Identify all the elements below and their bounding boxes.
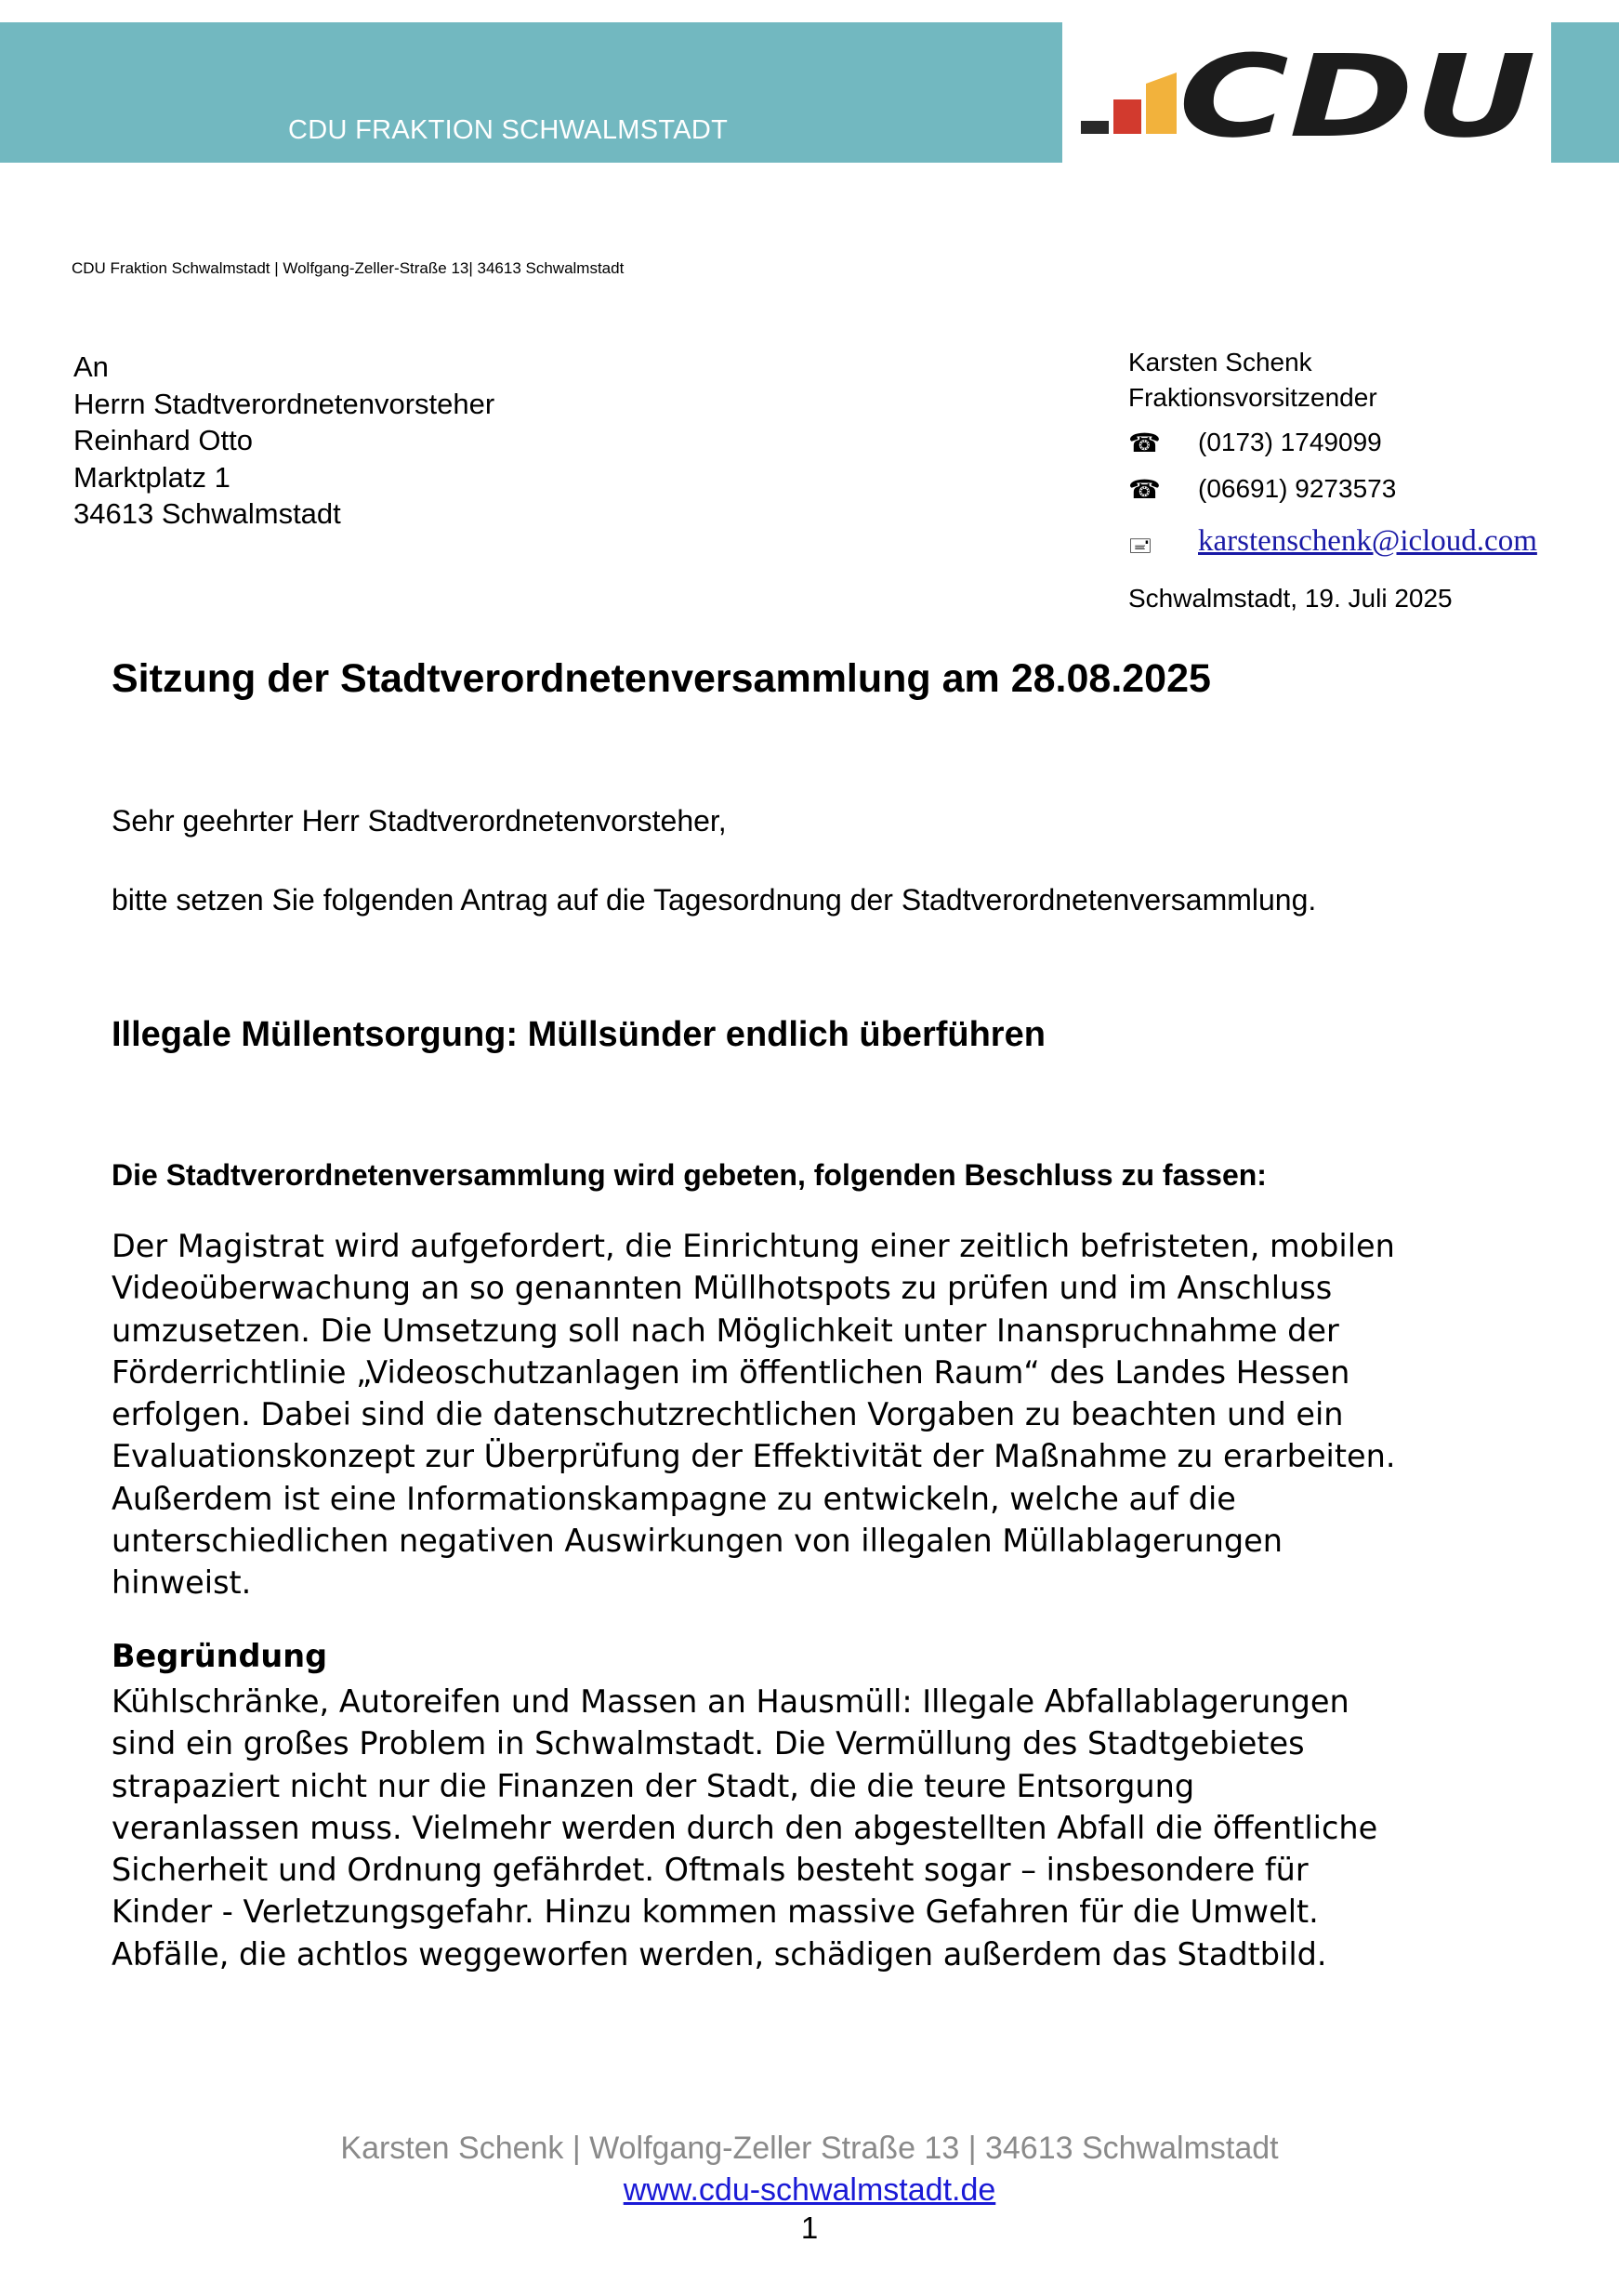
telephone-icon: ☎: [1128, 475, 1161, 504]
contact-mobile-row: [1128, 428, 1500, 459]
resolution-line: erfolgen. Dabei sind die datenschutzrechtlichen Vorgaben zu beachten und ein: [112, 1396, 1344, 1433]
resolution-line: Außerdem ist eine Informationskampagne zu entwickeln, welche auf die: [112, 1480, 1236, 1517]
recipient-line: Marktplatz 1: [73, 460, 230, 494]
reasoning-text: [112, 1681, 1543, 1975]
salutation: Sehr geehrter Herr Stadtverordnetenvorsteher,: [112, 804, 727, 838]
resolution-line: Videoüberwachung an so genannten Müllhotspots zu prüfen und im Anschluss: [112, 1270, 1333, 1307]
footer-address: Karsten Schenk | Wolfgang-Zeller Straße 13 | 34613 Schwalmstadt: [340, 2131, 1279, 2166]
footer-website-link: [0, 2172, 1619, 2209]
recipient-line: Herrn Stadtverordnetenvorsteher: [73, 387, 495, 420]
intro-paragraph: bitte setzen Sie folgenden Antrag auf die Tagesordnung der Stadtverordnetenversammlung.: [112, 883, 1317, 917]
recipient-line: 34613 Schwalmstadt: [73, 497, 341, 530]
resolution-line: hinweist.: [112, 1564, 252, 1602]
logo-bar-gold: [1146, 73, 1177, 134]
telephone-icon: ☎: [1128, 429, 1161, 457]
reasoning-line: sind ein großes Problem in Schwalmstadt. Die Vermüllung des Stadtgebietes: [112, 1725, 1305, 1762]
cdu-logo: [1078, 37, 1543, 149]
page-number: 1: [800, 2210, 819, 2245]
contact-email-row: [1128, 524, 1556, 561]
letter-date: Schwalmstadt, 19. Juli 2025: [1128, 584, 1453, 613]
envelope-icon: 🖃: [1128, 534, 1152, 557]
contact-role: Fraktionsvorsitzender: [1128, 383, 1377, 412]
resolution-heading: Die Stadtverordnetenversammlung wird gebeten, folgenden Beschluss zu fassen:: [112, 1158, 1267, 1192]
reasoning-line: strapaziert nicht nur die Finanzen der Stadt, die die teure Entsorgung: [112, 1767, 1195, 1804]
header-band-right: [1551, 22, 1619, 163]
reasoning-line: Kinder - Verletzungsgefahr. Hinzu kommen massive Gefahren für die Umwelt.: [112, 1894, 1319, 1931]
sender-return-address: CDU Fraktion Schwalmstadt | Wolfgang-Zeller-Straße 13| 34613 Schwalmstadt: [72, 259, 625, 277]
logo-bar-dark: [1081, 121, 1109, 134]
contact-phone-row: [1128, 474, 1500, 506]
header-band-title: CDU FRAKTION SCHWALMSTADT: [288, 115, 729, 145]
contact-mobile: (0173) 1749099: [1198, 428, 1382, 456]
letter-subject: Sitzung der Stadtverordnetenversammlung am 28.08.2025: [112, 656, 1211, 701]
recipient-address: [73, 349, 494, 533]
logo-bar-red: [1113, 99, 1141, 134]
resolution-line: Evaluationskonzept zur Überprüfung der Effektivität der Maßnahme zu erarbeiten.: [112, 1438, 1396, 1475]
resolution-line: Der Magistrat wird aufgefordert, die Einrichtung einer zeitlich befristeten, mobilen: [112, 1228, 1395, 1264]
recipient-line: An: [73, 350, 109, 383]
recipient-line: Reinhard Otto: [73, 424, 253, 456]
reasoning-line: Kühlschränke, Autoreifen und Massen an Hausmüll: Illegale Abfallablagerungen: [112, 1683, 1349, 1720]
motion-title: Illegale Müllentsorgung: Müllsünder endlich überführen: [112, 1015, 1046, 1054]
reasoning-line: Abfälle, die achtlos weggeworfen werden, schädigen außerdem das Stadtbild.: [112, 1935, 1327, 1973]
logo-text: CDU: [1178, 37, 1536, 149]
website-link[interactable]: www.cdu-schwalmstadt.de: [623, 2172, 996, 2208]
contact-name: Karsten Schenk: [1128, 348, 1312, 376]
reasoning-title: Begründung: [112, 1638, 328, 1674]
resolution-line: unterschiedlichen negativen Auswirkungen von illegalen Müllablagerungen: [112, 1523, 1283, 1560]
resolution-line: Förderrichtlinie „Videoschutzanlagen im öffentlichen Raum“ des Landes Hessen: [112, 1353, 1350, 1391]
resolution-line: umzusetzen. Die Umsetzung soll nach Möglichkeit unter Inanspruchnahme der: [112, 1312, 1339, 1349]
contact-email-link[interactable]: karstenschenk@icloud.com: [1198, 524, 1537, 558]
reasoning-line: Sicherheit und Ordnung gefährdet. Oftmals besteht sogar – insbesondere für: [112, 1852, 1309, 1889]
resolution-text: [112, 1225, 1543, 1604]
reasoning-line: veranlassen muss. Vielmehr werden durch den abgestellten Abfall die öffentliche: [112, 1809, 1378, 1846]
contact-phone: (06691) 9273573: [1198, 474, 1397, 503]
